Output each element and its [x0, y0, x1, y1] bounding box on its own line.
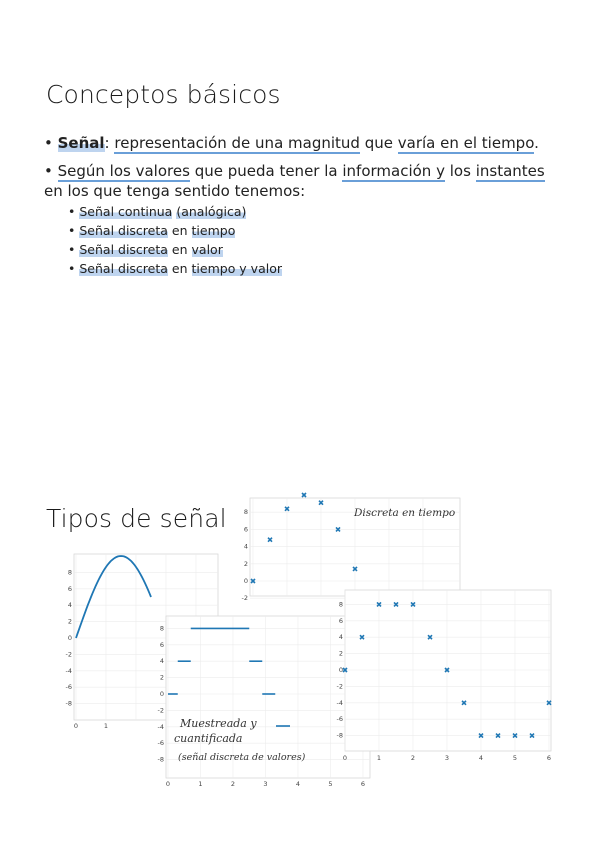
def-end: .: [534, 134, 539, 152]
x-tick-label: 1: [376, 754, 382, 762]
y-tick-label: 8: [159, 624, 164, 633]
y-tick-label: 4: [67, 601, 72, 610]
x-tick-label: 2: [230, 780, 236, 788]
annotation-muestreada-3: (señal discreta de valores): [178, 752, 306, 763]
x-tick-label: 6: [360, 780, 366, 788]
y-tick-label: 6: [243, 525, 248, 534]
x-tick-label: 6: [546, 754, 552, 762]
sub-b: en: [171, 242, 188, 257]
x-tick-label: 1: [198, 780, 203, 788]
x-tick-label: 0: [342, 754, 348, 762]
y-tick-label: -4: [336, 698, 343, 707]
bullet-segun: • Según los valores que pueda tener la información y los instantes en los que tenga sentido tenemos:: [44, 162, 545, 200]
sub-a: Señal discreta: [79, 223, 168, 238]
sub-item-discreta-tiempo: • Señal discreta en tiempo: [68, 223, 236, 238]
y-tick-label: 4: [159, 657, 164, 666]
x-tick-label: 2: [410, 754, 416, 762]
y-tick-label: 4: [338, 633, 343, 642]
sub-c: tiempo: [191, 223, 236, 238]
bullet-senal: • Señal: representación de una magnitud que varía en el tiempo.: [44, 134, 539, 152]
y-tick-label: -2: [157, 706, 164, 715]
y-tick-label: 0: [338, 666, 343, 674]
y-tick-label: 0: [243, 577, 248, 585]
y-tick-label: -4: [65, 666, 72, 675]
y-tick-label: -2: [241, 594, 248, 603]
y-tick-label: -6: [65, 683, 72, 692]
y-tick-label: 4: [243, 542, 248, 551]
y-tick-label: 2: [67, 617, 72, 626]
y-tick-label: -8: [336, 731, 343, 740]
sub-c: tiempo y valor: [191, 261, 283, 276]
sub-item-discreta-valor: • Señal discreta en valor: [68, 242, 223, 257]
x-tick-label: 4: [478, 754, 484, 762]
y-tick-label: 6: [338, 616, 343, 625]
y-tick-label: 0: [67, 634, 72, 642]
segun-b: que pueda tener la: [194, 162, 338, 180]
sub-a: Señal discreta: [79, 261, 168, 276]
sub-item-discreta-tiempo-valor: • Señal discreta en tiempo y valor: [68, 261, 283, 276]
x-tick-label: 3: [444, 754, 450, 762]
y-tick-label: -8: [65, 699, 72, 708]
y-tick-label: -6: [157, 739, 164, 748]
y-tick-label: 8: [338, 600, 343, 609]
x-tick-label: 4: [295, 780, 301, 788]
def-representacion: representación de una magnitud: [114, 134, 360, 152]
x-tick-label: 5: [512, 754, 518, 762]
def-que: que: [364, 134, 393, 152]
annotation-muestreada-2: cuantificada: [174, 732, 243, 745]
annotation-muestreada-1: Muestreada y: [180, 717, 257, 730]
section-title-conceptos: Conceptos básicos: [46, 80, 281, 109]
def-varia: varía en el tiempo: [397, 134, 535, 152]
y-tick-label: -4: [157, 722, 164, 731]
y-tick-label: 2: [338, 649, 343, 658]
x-tick-label: 1: [103, 722, 109, 730]
instantes: instantes: [475, 162, 545, 180]
y-tick-label: -2: [336, 682, 343, 691]
segun-f: en los que tenga sentido tenemos:: [44, 182, 306, 200]
segun-los: los: [449, 162, 471, 180]
annotation-discreta-tiempo: Discreta en tiempo: [354, 507, 456, 519]
sub-c: valor: [191, 242, 223, 257]
sub-b: (analógica): [176, 204, 247, 219]
data-point: [302, 493, 306, 497]
sub-a: Señal continua: [79, 204, 173, 219]
y-tick-label: 0: [159, 690, 164, 698]
y-tick-label: 8: [243, 508, 248, 517]
segun-valores: Según los valores: [57, 162, 190, 180]
chart-muestreada-cuantificada: [333, 588, 553, 763]
x-tick-label: 3: [263, 780, 268, 788]
sub-item-continua: • Señal continua (analógica): [68, 204, 247, 219]
x-tick-label: 0: [73, 722, 79, 730]
x-tick-label: 0: [165, 780, 171, 788]
y-tick-label: -8: [157, 755, 164, 764]
x-tick-label: 5: [328, 780, 333, 788]
y-tick-label: -2: [65, 650, 72, 659]
informacion: información y: [342, 162, 445, 180]
y-tick-label: 6: [159, 640, 164, 649]
term-senal: Señal: [57, 134, 105, 152]
y-tick-label: 2: [159, 673, 164, 682]
y-tick-label: 2: [243, 559, 248, 568]
sub-a: Señal discreta: [79, 242, 168, 257]
y-tick-label: 8: [67, 568, 72, 577]
section-title-tipos: Tipos de señal: [46, 504, 227, 533]
sub-b: en: [171, 261, 188, 276]
y-tick-label: 6: [67, 584, 72, 593]
y-tick-label: -6: [336, 715, 343, 724]
sub-b: en: [171, 223, 188, 238]
colon: :: [104, 134, 110, 152]
